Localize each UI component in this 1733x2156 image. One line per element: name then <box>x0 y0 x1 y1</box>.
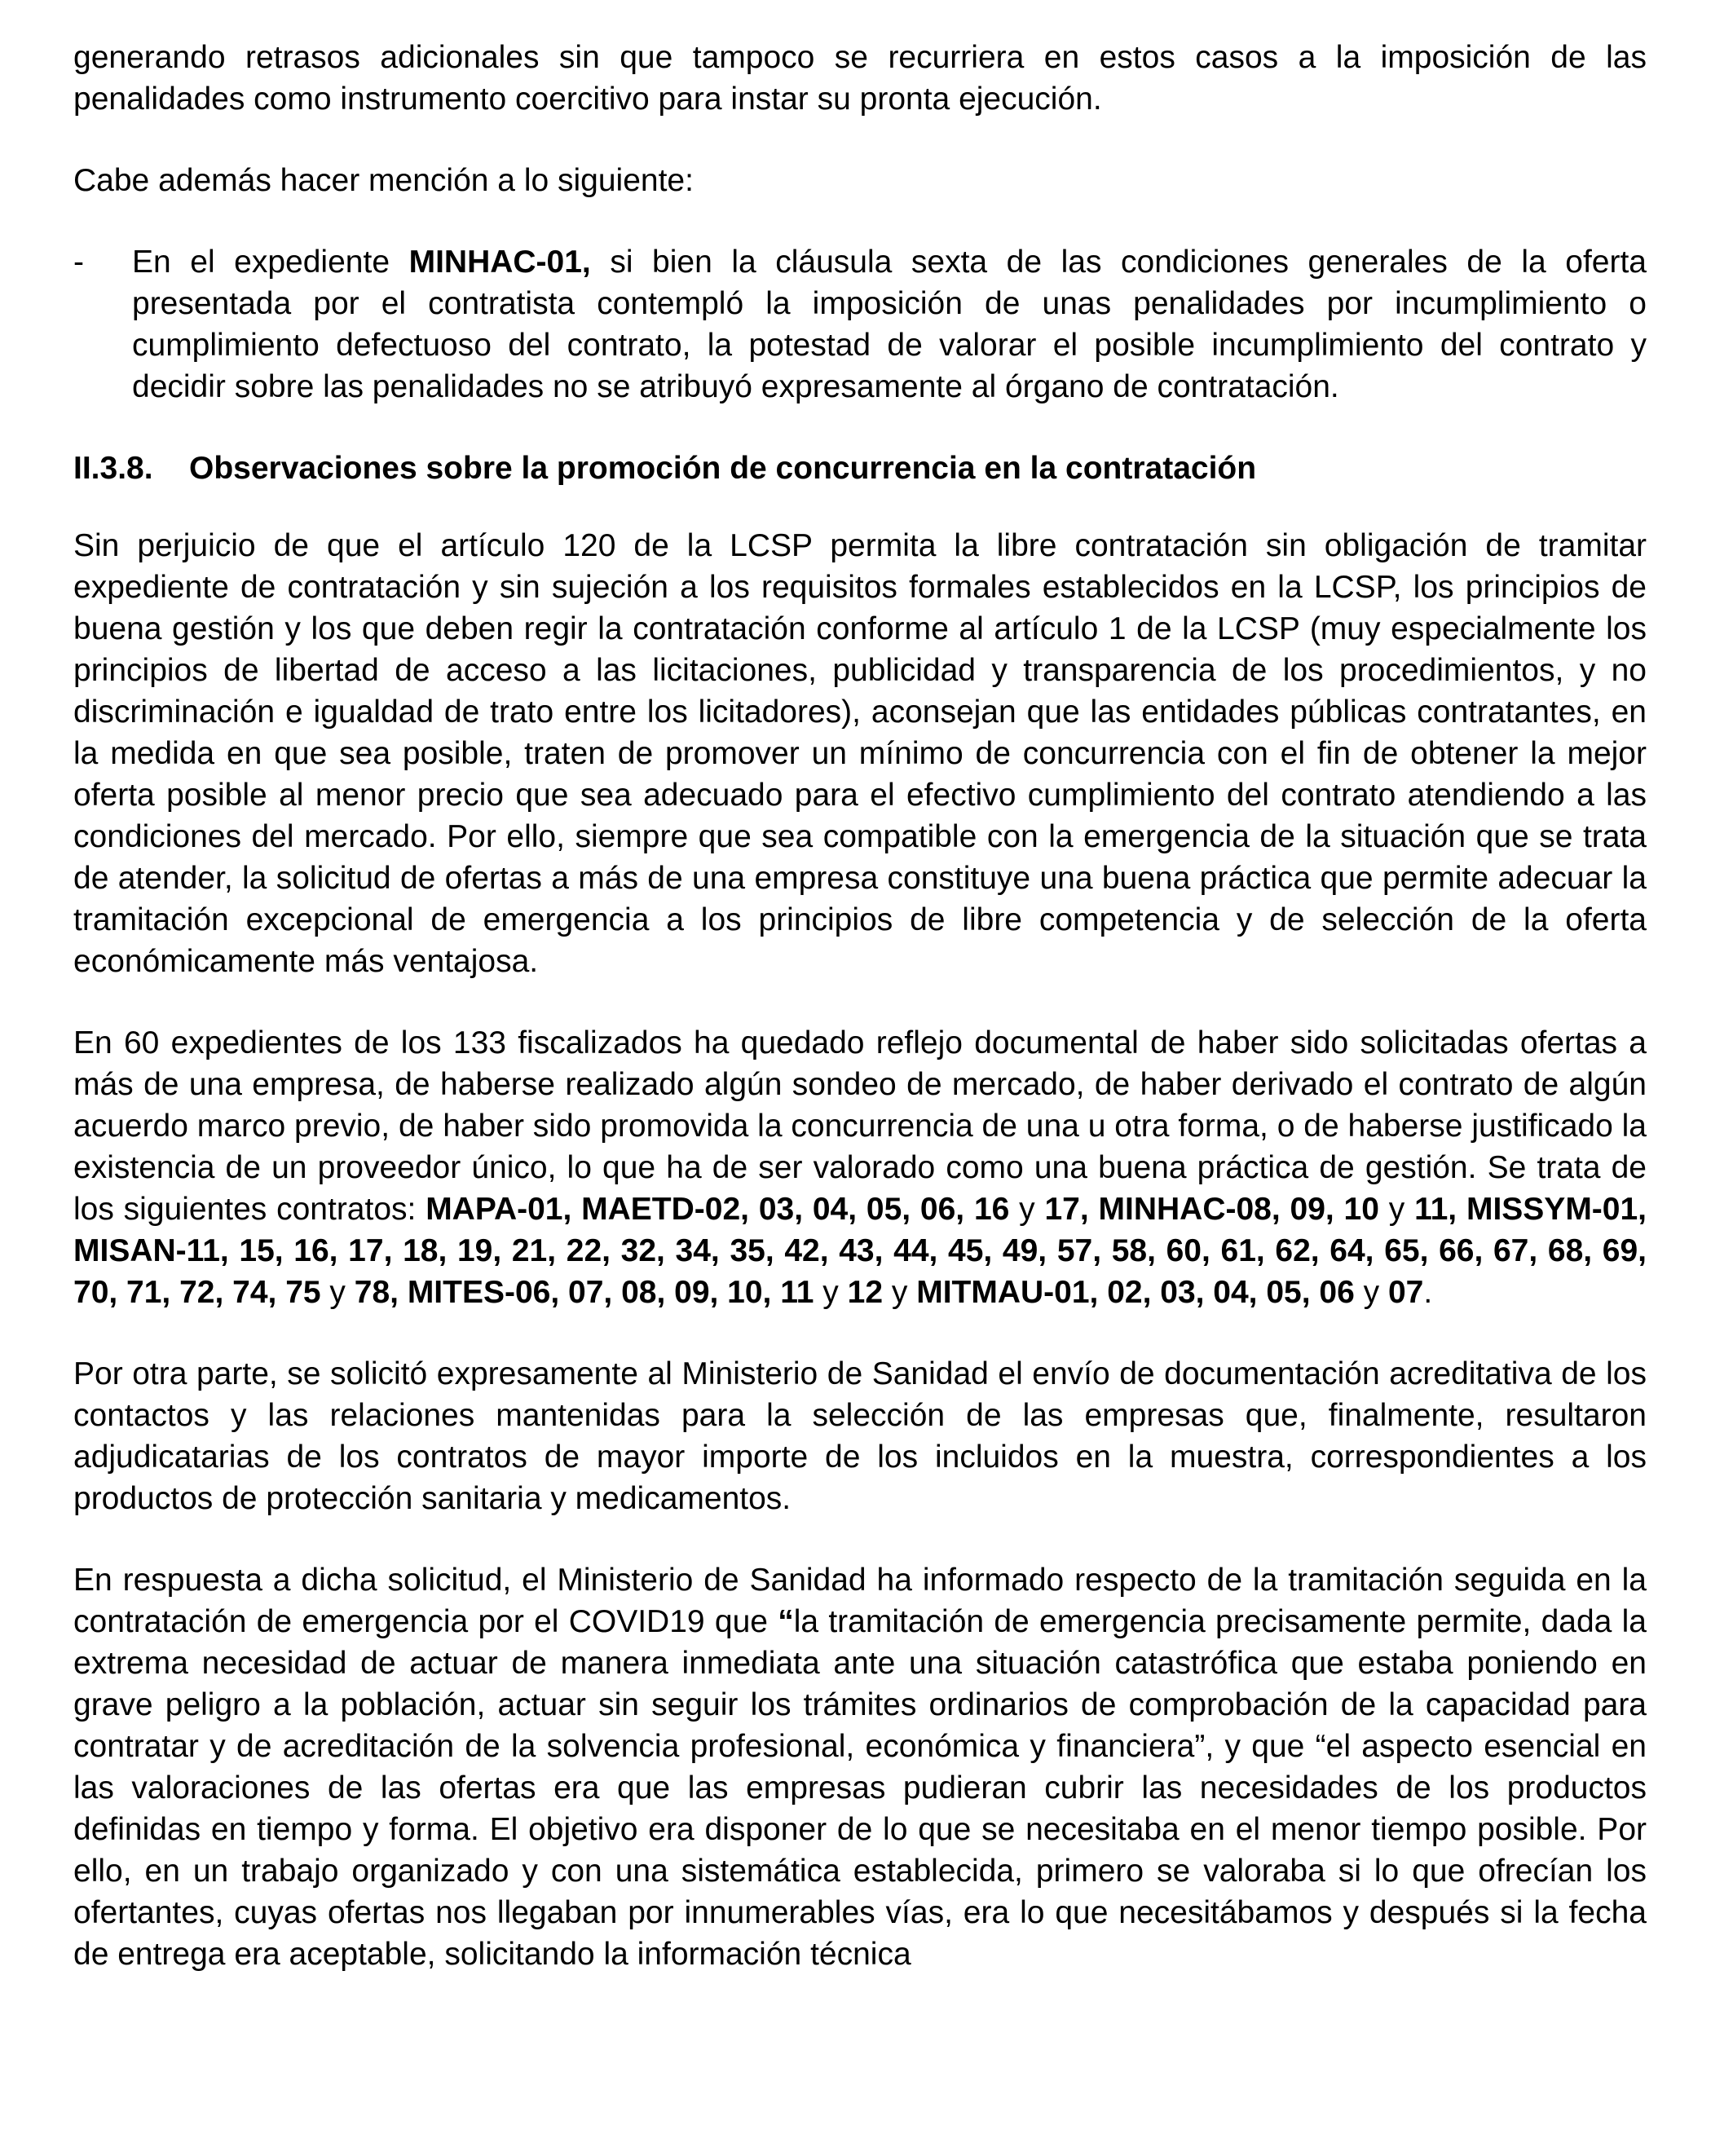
paragraph-60-expedientes <box>73 1022 1647 1313</box>
p60-bold-2: 17, MINHAC-08, 09, 10 <box>1044 1192 1379 1227</box>
p-resp-pre: En respuesta a dicha solicitud, el Ministerio de Sanidad ha informado respecto de la tramitación seguida en la contratación de emergencia por el COVID19 que <box>73 1563 1647 1639</box>
p60-bold-7: 07 <box>1387 1275 1424 1310</box>
p60-y-2: y <box>1378 1192 1415 1227</box>
p-resp-post: la tramitación de emergencia precisamente permite, dada la extrema necesidad de actuar de manera inmediata ante una situación catastrófica que estaba poniendo en grave peligro a la población, actuar sin seguir los trámites ordinarios de comprobación de la capacidad para contratar y de acreditación de la solvencia profesional, económica y financiera”, y que “el aspecto esencial en las valoraciones de las ofertas era que las empresas pudieran cubrir las necesidades de los productos definidas en tiempo y forma. El objetivo era disponer de lo que se necesitaba en el menor tiempo posible. Por ello, en un trabajo organizado y con una sistemática establecida, primero se valoraba si lo que ofrecían los ofertantes, cuyas ofertas nos llegaban por innumerables vías, era lo que necesitábamos y después si la fecha de entrega era aceptable, solicitando la información técnica <box>73 1604 1647 1972</box>
p60-y-3: y <box>320 1275 355 1310</box>
bullet-text-bold: MINHAC-01, <box>408 245 591 280</box>
p60-y-1: y <box>1009 1192 1045 1227</box>
bullet-text-post: si bien la cláusula sexta de las condiciones generales de la oferta presentada por el contratista contempló la imposición de unas penalidades por incumplimiento o cumplimiento defectuoso del contrato, la potestad de valorar el posible incumplimiento del contrato y decidir sobre las penalidades no se atribuyó expresamente al órgano de contratación. <box>132 245 1647 404</box>
p60-y-6: y <box>1354 1275 1388 1310</box>
p60-bold-3: 11, MISSYM-01, MISAN-11, 15, 16, 17, 18, 19, 21, 22, 32, 34, 35, 42, 43, 44, 45, 49, 57, 58, 60, 61, 62, 64, 65, 66, 67, 68, 69, 70, 71, 72, 74, 75 <box>73 1192 1647 1310</box>
paragraph-por-otra-parte: Por otra parte, se solicitó expresamente al Ministerio de Sanidad el envío de documentación acreditativa de los contactos y las relaciones mantenidas para la selección de las empresas que, finalmente, resultaron adjudicatarias de los contratos de mayor importe de los incluidos en la muestra, correspondientes a los productos de protección sanitaria y medicamentos. <box>73 1356 1647 1516</box>
section-title: Observaciones sobre la promoción de concurrencia en la contratación <box>189 451 1257 486</box>
section-heading <box>73 448 1647 489</box>
document-page <box>73 37 1647 2015</box>
paragraph-en-respuesta <box>73 1559 1647 1975</box>
p60-end: . <box>1423 1275 1433 1310</box>
paragraph-sin-perjuicio: Sin perjuicio de que el artículo 120 de la LCSP permita la libre contratación sin obligación de tramitar expediente de contratación y sin sujeción a los requisitos formales establecidos en la LCSP, los principios de buena gestión y los que deben regir la contratación conforme al artículo 1 de la LCSP (muy especialmente los principios de libertad de acceso a las licitaciones, publicidad y transparencia de los procedimientos, y no discriminación e igualdad de trato entre los licitadores), aconsejan que las entidades públicas contratantes, en la medida en que sea posible, traten de promover un mínimo de concurrencia con el fin de obtener la mejor oferta posible al menor precio que sea adecuado para el efectivo cumplimiento del contrato atendiendo a las condiciones del mercado. Por ello, siempre que sea compatible con la emergencia de la situación que se trata de atender, la solicitud de ofertas a más de una empresa constituye una buena práctica que permite adecuar la tramitación excepcional de emergencia a los principios de libre competencia y de selección de la oferta económicamente más ventajosa. <box>73 528 1647 979</box>
paragraph-continuation: generando retrasos adicionales sin que tampoco se recurriera en estos casos a la imposición de las penalidades como instrumento coercitivo para instar su pronta ejecución. <box>73 40 1647 117</box>
p60-y-4: y <box>814 1275 848 1310</box>
bullet-item-minhac-01 <box>73 241 1647 408</box>
p60-bold-5: 12 <box>847 1275 884 1310</box>
p60-bold-4: 78, MITES-06, 07, 08, 09, 10, 11 <box>354 1275 814 1310</box>
p60-bold-6: MITMAU-01, 02, 03, 04, 05, 06 <box>916 1275 1355 1310</box>
p-resp-open-quote: “ <box>778 1604 794 1639</box>
bullet-dash: - <box>73 245 84 280</box>
section-number: II.3.8. <box>73 451 153 486</box>
bullet-text-pre: En el expediente <box>132 245 409 280</box>
p60-intro: En 60 expedientes de los 133 fiscalizados ha quedado reflejo documental de haber sido solicitadas ofertas a más de una empresa, de haberse realizado algún sondeo de mercado, de haber derivado el contrato de algún acuerdo marco previo, de haber sido promovida la concurrencia de una u otra forma, o de haberse justificado la existencia de un proveedor único, lo que ha de ser valorado como una buena práctica de gestión. Se trata de los siguientes contratos: <box>73 1025 1647 1227</box>
p60-y-5: y <box>883 1275 917 1310</box>
paragraph-cabe: Cabe además hacer mención a lo siguiente: <box>73 163 694 198</box>
p60-bold-1: MAPA-01, MAETD-02, 03, 04, 05, 06, 16 <box>426 1192 1010 1227</box>
